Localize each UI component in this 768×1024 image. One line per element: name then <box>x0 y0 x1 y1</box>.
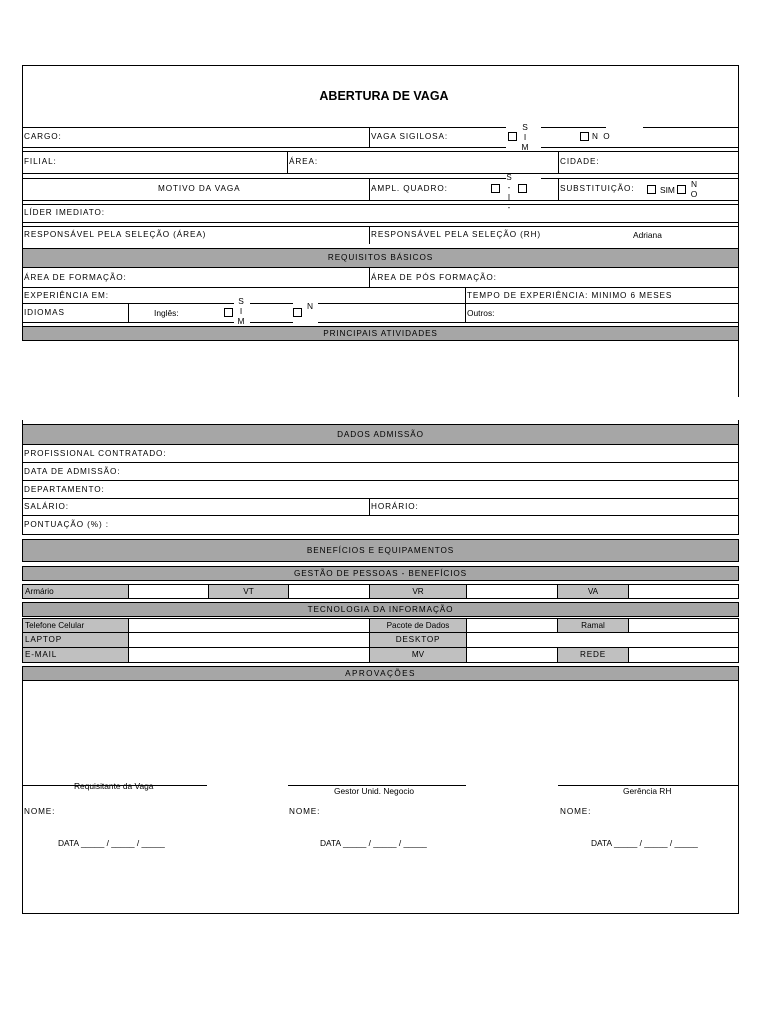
sim-word-label: SIM <box>660 185 675 195</box>
ampl-quadro-nao-checkbox[interactable] <box>518 184 527 193</box>
vr-label: VR <box>369 584 467 599</box>
divider <box>369 498 370 515</box>
requisitante-nome: NOME: <box>24 807 56 816</box>
row-line <box>541 178 739 179</box>
row-line <box>22 287 739 288</box>
gestor-data: DATA _____ / _____ / _____ <box>320 838 427 848</box>
rede-label: REDE <box>557 647 629 663</box>
rede-field[interactable] <box>628 647 739 663</box>
laptop-field[interactable] <box>128 632 370 648</box>
horario-label: HORÁRIO: <box>371 502 419 511</box>
email-label: E-MAIL <box>22 647 129 663</box>
gerencia-nome: NOME: <box>560 807 592 816</box>
vr-field[interactable] <box>466 584 558 599</box>
motivo-label: MOTIVO DA VAGA <box>158 184 241 193</box>
sim-vertical-label: S I M <box>521 122 529 152</box>
ramal-field[interactable] <box>628 618 739 633</box>
vaga-sigilosa-label: VAGA SIGILOSA: <box>371 132 449 141</box>
substituicao-label: SUBSTITUIÇÃO: <box>560 184 635 193</box>
ingles-label: Inglês: <box>154 308 179 318</box>
row-line <box>541 147 739 148</box>
divider <box>558 151 559 173</box>
vaga-sigilosa-nao-checkbox[interactable] <box>580 132 589 141</box>
gestor-nome: NOME: <box>289 807 321 816</box>
armario-field[interactable] <box>128 584 209 599</box>
nao-short-label: N <box>307 301 314 311</box>
data-admissao-label: DATA DE ADMISSÃO: <box>24 467 121 476</box>
row-line <box>22 204 739 205</box>
ramal-label: Ramal <box>557 618 629 633</box>
divider <box>465 287 466 322</box>
right-border-aprovacoes <box>738 681 739 914</box>
left-border-top <box>22 65 23 341</box>
ti-header: TECNOLOGIA DA INFORMAÇÃO <box>22 602 739 617</box>
ampl-quadro-label: AMPL. QUADRO: <box>371 184 448 193</box>
row-line <box>22 151 739 152</box>
ingles-sim-checkbox[interactable] <box>224 308 233 317</box>
divider <box>369 127 370 147</box>
vt-field[interactable] <box>288 584 370 599</box>
nao-label: N O <box>592 132 612 141</box>
departamento-label: DEPARTAMENTO: <box>24 485 105 494</box>
cidade-label: CIDADE: <box>560 157 600 166</box>
resp-rh-label: RESPONSÁVEL PELA SELEÇÃO (RH) <box>371 230 542 239</box>
divider <box>287 151 288 173</box>
dados-admissao-header: DADOS ADMISSÃO <box>22 424 739 445</box>
divider <box>369 178 370 200</box>
substituicao-sim-checkbox[interactable] <box>647 185 656 194</box>
row-line <box>643 127 739 128</box>
desktop-label: DESKTOP <box>369 632 467 648</box>
beneficios-header: BENEFÍCIOS E EQUIPAMENTOS <box>22 539 739 562</box>
lider-imediato-label: LÍDER IMEDIATO: <box>24 208 105 217</box>
area-formacao-label: ÁREA DE FORMAÇÃO: <box>24 273 127 282</box>
row-line <box>22 480 739 481</box>
cargo-label: CARGO: <box>24 132 62 141</box>
ingles-nao-checkbox[interactable] <box>293 308 302 317</box>
telefone-label: Telefone Celular <box>22 618 129 633</box>
row-line <box>22 534 739 535</box>
outros-label: Outros: <box>467 308 495 318</box>
row-line <box>318 303 739 304</box>
divider <box>369 268 370 287</box>
pacote-dados-field[interactable] <box>466 618 558 633</box>
aprovacoes-header: APROVAÇÕES <box>22 666 739 681</box>
tempo-experiencia-label: TEMPO DE EXPERIÊNCIA: MINIMO 6 MESES <box>467 291 673 300</box>
filial-label: FILIAL: <box>24 157 57 166</box>
va-field[interactable] <box>628 584 739 599</box>
row-line <box>22 322 234 323</box>
salario-label: SALÁRIO: <box>24 502 69 511</box>
mv-field[interactable] <box>466 647 558 663</box>
divider <box>558 178 559 200</box>
pacote-dados-label: Pacote de Dados <box>369 618 467 633</box>
ampl-quadro-sim-checkbox[interactable] <box>491 184 500 193</box>
vaga-sigilosa-sim-checkbox[interactable] <box>508 132 517 141</box>
row-line <box>22 498 739 499</box>
row-line <box>250 303 293 304</box>
idiomas-sim-vertical: S I M <box>237 296 245 326</box>
vt-label: VT <box>208 584 289 599</box>
nao-vertical-label: N O <box>690 179 698 199</box>
row-line <box>22 147 506 148</box>
form-title: ABERTURA DE VAGA <box>319 89 449 103</box>
requisitante-data: DATA _____ / _____ / _____ <box>58 838 165 848</box>
requisitante-role: Requisitante da Vaga <box>74 781 154 791</box>
divider <box>369 226 370 244</box>
row-line <box>22 178 506 179</box>
left-border-aprovacoes <box>22 681 23 914</box>
substituicao-nao-checkbox[interactable] <box>677 185 686 194</box>
sim-short-label: S - I - <box>506 173 512 212</box>
principais-atividades-header: PRINCIPAIS ATIVIDADES <box>22 326 739 341</box>
row-line <box>250 322 293 323</box>
desktop-field[interactable] <box>466 632 739 648</box>
idiomas-label: IDIOMAS <box>24 308 65 317</box>
telefone-field[interactable] <box>128 618 370 633</box>
experiencia-label: EXPERIÊNCIA EM: <box>24 291 109 300</box>
laptop-label: LAPTOP <box>22 632 129 648</box>
area-label: ÁREA: <box>289 157 319 166</box>
bottom-border <box>22 913 739 914</box>
email-field[interactable] <box>128 647 370 663</box>
pontuacao-label: PONTUAÇÃO (%) : <box>24 520 109 529</box>
va-label: VA <box>557 584 629 599</box>
divider <box>128 303 129 322</box>
row-line <box>22 173 739 174</box>
row-line <box>22 127 506 128</box>
row-line <box>22 462 739 463</box>
top-border <box>22 65 739 66</box>
row-line <box>22 222 739 223</box>
resp-area-label: RESPONSÁVEL PELA SELEÇÃO (ÁREA) <box>24 230 207 239</box>
resp-rh-value: Adriana <box>633 230 662 240</box>
gestao-pessoas-header: GESTÃO DE PESSOAS - BENEFÍCIOS <box>22 566 739 581</box>
area-pos-formacao-label: ÁREA DE PÓS FORMAÇÃO: <box>371 273 497 282</box>
gerencia-role: Gerência RH <box>623 786 672 796</box>
row-line <box>22 515 739 516</box>
gestor-role: Gestor Unid. Negocio <box>334 786 415 796</box>
row-line <box>22 226 739 227</box>
right-border-top <box>738 65 739 397</box>
row-line <box>541 127 606 128</box>
profissional-label: PROFISSIONAL CONTRATADO: <box>24 449 167 458</box>
row-line <box>318 322 739 323</box>
armario-label: Armário <box>22 584 129 599</box>
mv-label: MV <box>369 647 467 663</box>
gerencia-data: DATA _____ / _____ / _____ <box>591 838 698 848</box>
row-line <box>22 200 739 201</box>
requisitos-header: REQUISITOS BÁSICOS <box>22 248 739 268</box>
